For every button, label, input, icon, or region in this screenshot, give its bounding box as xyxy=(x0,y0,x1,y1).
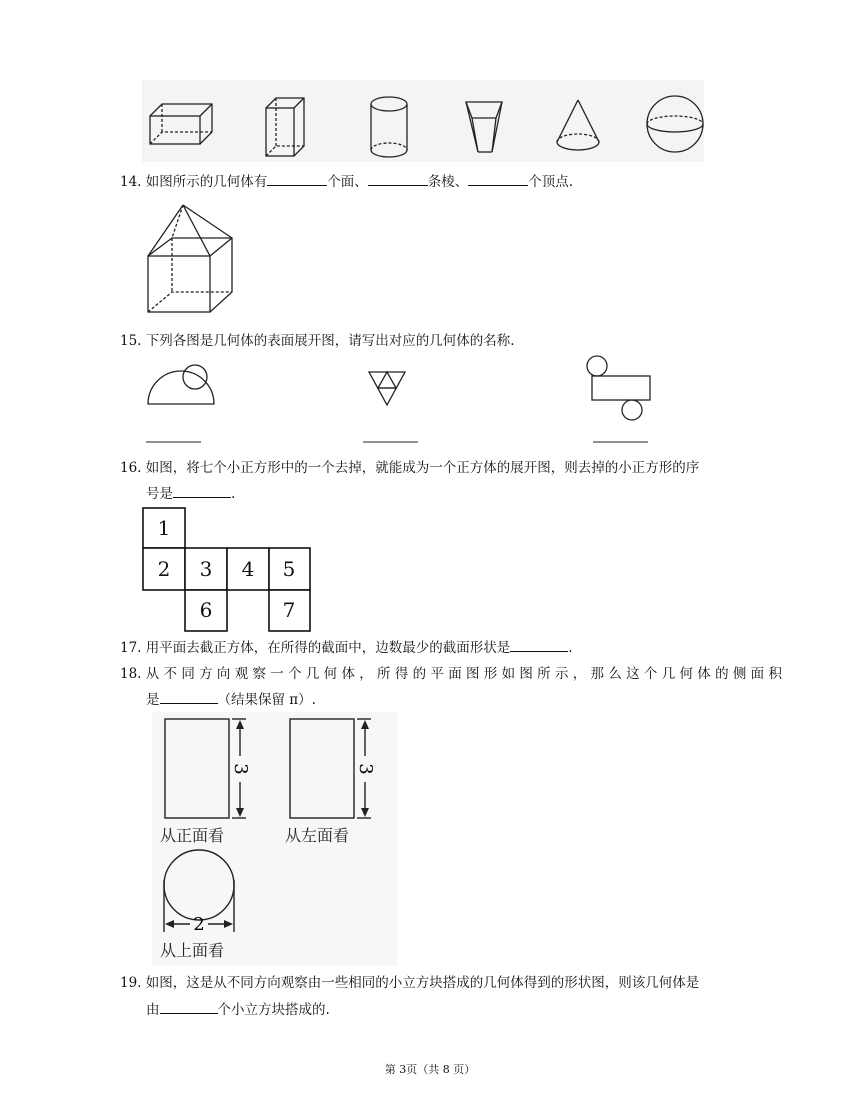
q18-top-view-caption: 从上面看 xyxy=(160,941,225,960)
q18-line2-pre: 是 xyxy=(146,692,160,708)
q18-line2-post: （结果保留 π）. xyxy=(217,692,316,708)
q17-text-post: . xyxy=(568,640,573,656)
question-19-line1 xyxy=(120,973,699,993)
page-number: 第 3页（共 8 页） xyxy=(384,1063,476,1076)
q16-cell-4-label: 4 xyxy=(241,557,255,581)
q18-left-height-label: 3 xyxy=(355,763,376,775)
q18-front-height-label: 3 xyxy=(230,763,251,775)
q16-line2-post: . xyxy=(231,486,236,502)
q14-text-post: 个顶点. xyxy=(528,174,574,190)
q19-line1: 19. 如图，这是从不同方向观察由一些相同的小立方块搭成的几何体得到的形状图，则该几何体是 xyxy=(120,975,700,991)
q17-text-pre: 17. 用平面去截正方体，在所得的截面中，边数最少的截面形状是 xyxy=(120,640,511,656)
q18-left-view-caption: 从左面看 xyxy=(285,826,350,845)
q14-text-mid1: 个面、 xyxy=(327,174,368,190)
q16-cell-7-label: 7 xyxy=(282,598,296,622)
q19-line2-post: 个小立方块搭成的. xyxy=(217,1002,330,1018)
q14-text-pre: 14. 如图所示的几何体有 xyxy=(120,174,268,190)
q16-cell-1-label: 1 xyxy=(157,516,171,540)
q16-cell-5-label: 5 xyxy=(282,557,296,581)
q18-line1: 18. 从 不 同 方 向 观 察 一 个 几 何 体 ， 所 得 的 平 面 图 形 如 图 所 示 ， 那 么 这 个 几 何 体 的 侧 面 积 xyxy=(120,666,782,682)
q19-line2-pre: 由 xyxy=(146,1002,160,1018)
q16-cell-2-label: 2 xyxy=(157,557,171,581)
q16-line1: 16. 如图，将七个小正方形中的一个去掉，就能成为一个正方体的展开图，则去掉的小正方形的序 xyxy=(120,460,700,476)
q18-front-view-caption: 从正面看 xyxy=(160,826,225,845)
q15-text: 15. 下列各图是几何体的表面展开图，请写出对应的几何体的名称. xyxy=(120,333,515,349)
page-footer xyxy=(0,1061,860,1077)
q14-text-mid2: 条棱、 xyxy=(427,174,469,190)
q18-top-diameter-label: 2 xyxy=(193,914,205,935)
q19-blank[interactable] xyxy=(160,999,218,1014)
q16-line2-pre: 号是 xyxy=(146,486,173,502)
question-19-line2 xyxy=(146,999,330,1020)
q16-cell-3-label: 3 xyxy=(199,557,213,581)
q16-cell-6-label: 6 xyxy=(199,598,213,622)
